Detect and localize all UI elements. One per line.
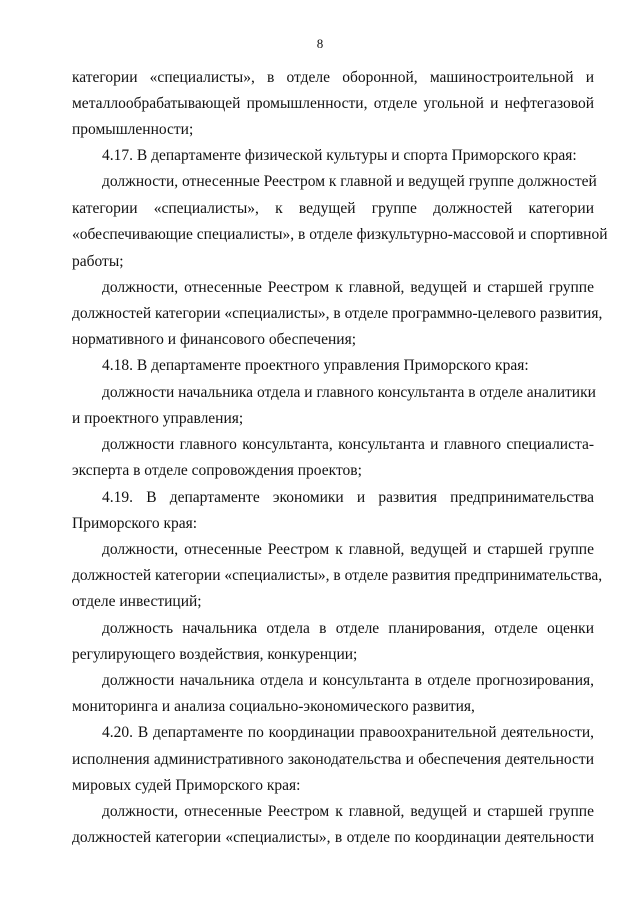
- page-number: 8: [316, 36, 324, 51]
- section-heading: 4.17. В департаменте физической культуры и спорта Приморского края:: [102, 147, 577, 164]
- section-heading: 4.18. В департаменте проектного управления Приморского края:: [102, 357, 529, 374]
- text-line: отделе инвестиций;: [72, 593, 202, 610]
- text-line: должности начальника отдела и главного консультанта в отделе аналитики: [102, 384, 596, 401]
- text-line: должностей категории «специалисты», в отделе по координации деятельности: [72, 829, 594, 846]
- text-line: категории «специалисты», к ведущей группе должностей категории: [72, 200, 594, 217]
- text-line: мониторинга и анализа социально-экономического развития,: [72, 698, 475, 715]
- text-line: регулирующего воздействия, конкуренции;: [72, 646, 358, 663]
- section-heading: 4.20. В департаменте по координации правоохранительной деятельности,: [102, 724, 594, 741]
- text-line: должностей категории «специалисты», в отделе программно-целевого развития,: [72, 305, 603, 322]
- text-line: должности, отнесенные Реестром к главной, ведущей и старшей группе: [102, 279, 594, 296]
- text-line: должностей категории «специалисты», в отделе развития предпринимательства,: [72, 567, 603, 584]
- text-line: должности, отнесенные Реестром к главной и ведущей группе должностей: [102, 173, 597, 190]
- text-line: должности начальника отдела и консультанта в отделе прогнозирования,: [102, 672, 594, 689]
- text-line: и проектного управления;: [72, 410, 244, 427]
- text-line: промышленности;: [72, 121, 194, 138]
- text-line: должности, отнесенные Реестром к главной, ведущей и старшей группе: [102, 803, 594, 820]
- text-line: должности главного консультанта, консультанта и главного специалиста-: [102, 436, 594, 453]
- text-line: «обеспечивающие специалисты», в отделе физкультурно-массовой и спортивной: [72, 226, 608, 243]
- text-line: эксперта в отделе сопровождения проектов;: [72, 462, 362, 479]
- text-line: работы;: [72, 253, 124, 270]
- text-line: нормативного и финансового обеспечения;: [72, 331, 357, 348]
- text-line: мировых судей Приморского края:: [72, 777, 301, 794]
- text-line: должность начальника отдела в отделе планирования, отделе оценки: [102, 620, 594, 637]
- section-heading: 4.19. В департаменте экономики и развития предпринимательства: [102, 489, 594, 506]
- text-line: должности, отнесенные Реестром к главной, ведущей и старшей группе: [102, 541, 594, 558]
- text-line: категории «специалисты», в отделе оборонной, машиностроительной и: [72, 69, 594, 86]
- text-line: металлообрабатывающей промышленности, отделе угольной и нефтегазовой: [72, 95, 594, 112]
- text-line: исполнения административного законодательства и обеспечения деятельности: [72, 751, 594, 768]
- text-line: Приморского края:: [72, 515, 198, 532]
